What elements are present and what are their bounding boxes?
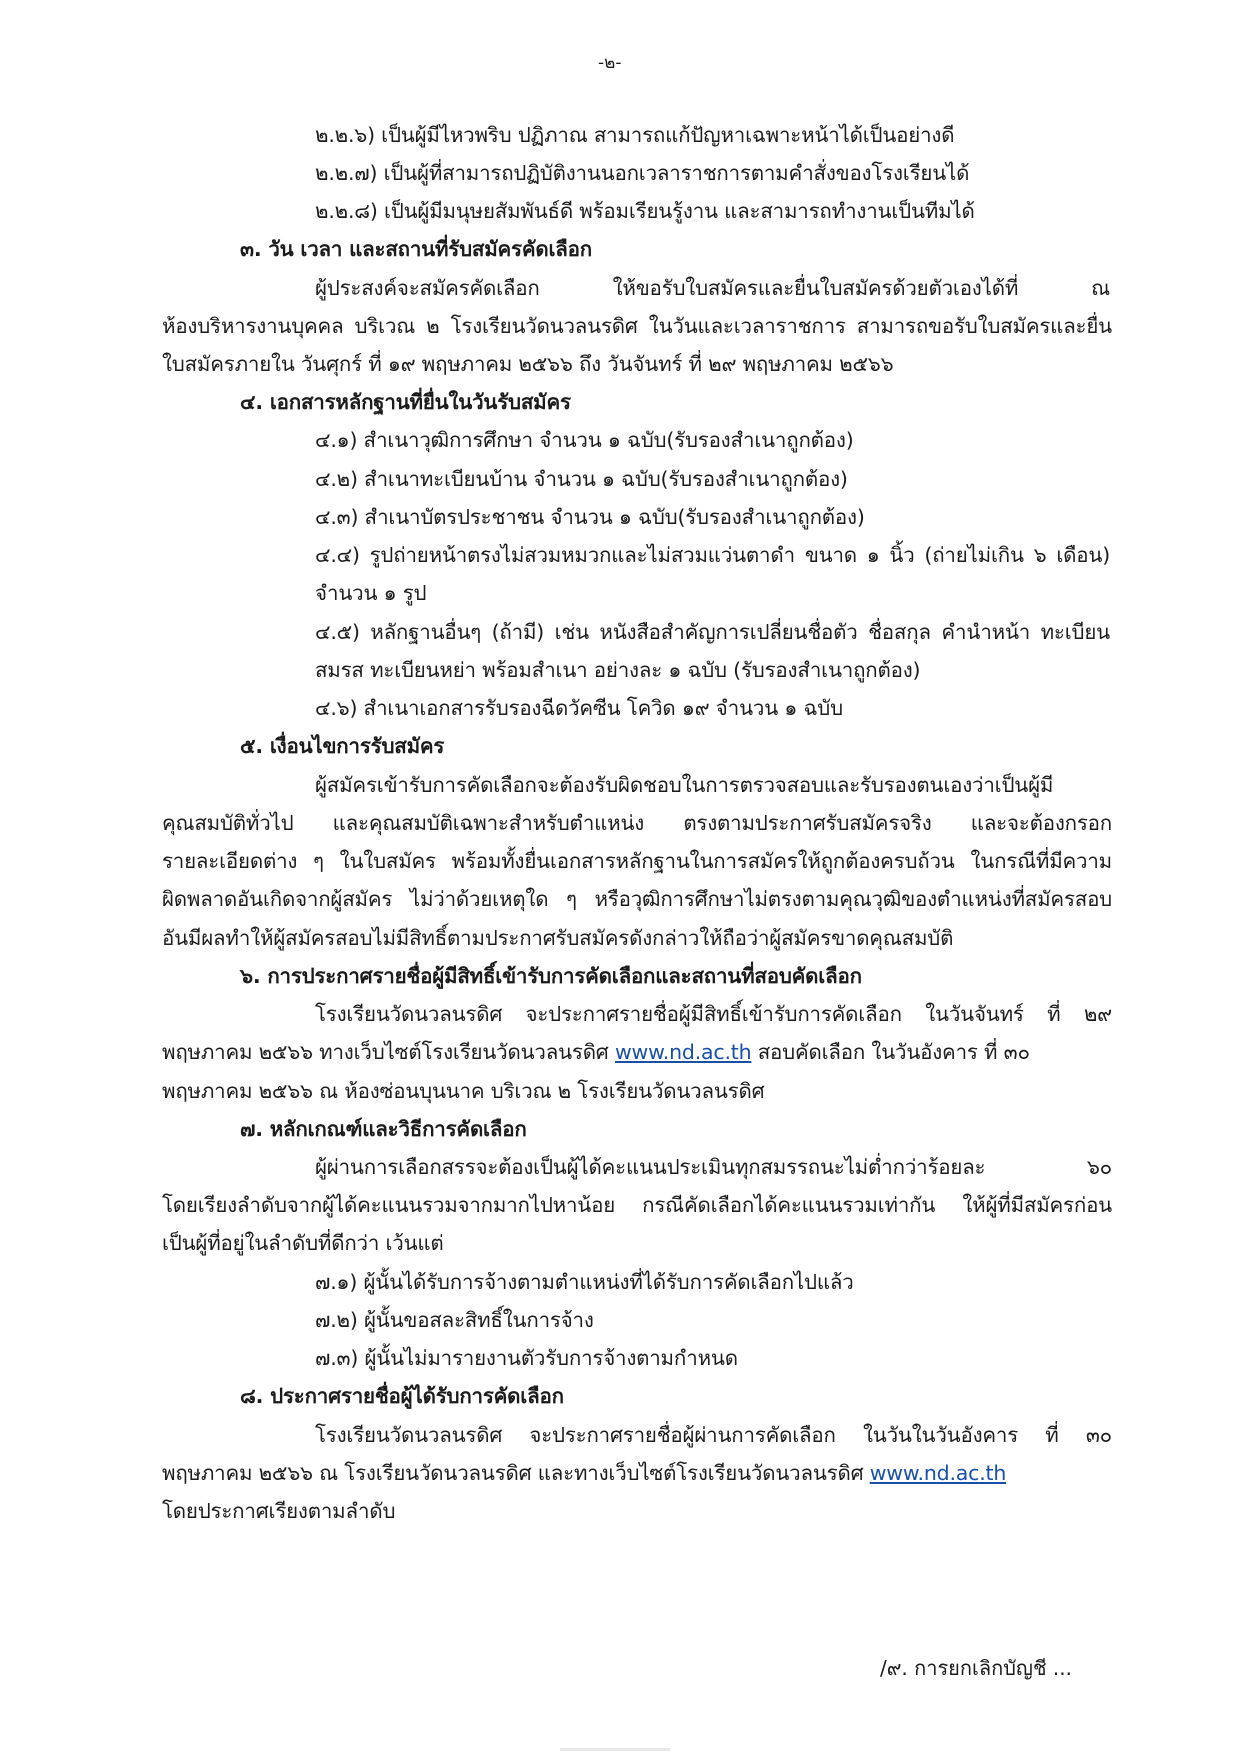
item-4-2: ๔.๒) สำเนาทะเบียนบ้าน จำนวน ๑ ฉบับ(รับรองสำเนาถูกต้อง) xyxy=(315,467,848,491)
section-5-paragraph-line: ผิดพลาดอันเกิดจากผู้สมัคร ไม่ว่าด้วยเหตุใด ๆ หรือวุฒิการศึกษาไม่ตรงตามคุณวุฒิของตำแหน่งที่สมัครสอบ xyxy=(162,887,1112,911)
section-6-paragraph-line: พฤษภาคม ๒๕๖๖ ณ ห้องซ่อนบุนนาค บริเวณ ๒ โรงเรียนวัดนวลนรดิศ xyxy=(162,1079,765,1103)
section-4-heading: ๔. เอกสารหลักฐานที่ยื่นในวันรับสมัคร xyxy=(240,390,571,414)
section-7-heading: ๗. หลักเกณฑ์และวิธีการคัดเลือก xyxy=(240,1117,527,1141)
section-6-text: พฤษภาคม ๒๕๖๖ ทางเว็บไซต์โรงเรียนวัดนวลนรดิศ xyxy=(162,1040,609,1064)
section-7-paragraph-line: เป็นผู้ที่อยู่ในลำดับที่ดีกว่า เว้นแต่ xyxy=(162,1231,444,1255)
section-5-paragraph-line: รายละเอียดต่าง ๆ ในใบสมัคร พร้อมทั้งยื่นเอกสารหลักฐานในการสมัครให้ถูกต้องครบถ้วน ในกรณีที่มีความ xyxy=(162,849,1112,873)
item-4-5: ๔.๕) หลักฐานอื่นๆ (ถ้ามี) เช่น หนังสือสำคัญการเปลี่ยนชื่อตัว ชื่อสกุล คำนำหน้า ทะเบียน xyxy=(315,620,1110,644)
item-4-6: ๔.๖) สำเนาเอกสารรับรองฉีดวัคซีน โควิด ๑๙ จำนวน ๑ ฉบับ xyxy=(315,696,843,720)
section-3-heading: ๓. วัน เวลา และสถานที่รับสมัครคัดเลือก xyxy=(240,237,592,261)
section-7-paragraph-line: ผู้ผ่านการเลือกสรรจะต้องเป็นผู้ได้คะแนนประเมินทุกสมรรถนะไม่ต่ำกว่าร้อยละ ๖๐ xyxy=(315,1155,1112,1179)
item-4-4-continued: จำนวน ๑ รูป xyxy=(315,581,427,605)
website-link[interactable]: www.nd.ac.th xyxy=(614,1040,752,1064)
section-5-heading: ๕. เงื่อนไขการรับสมัคร xyxy=(240,734,445,758)
section-5-paragraph-line: คุณสมบัติทั่วไป และคุณสมบัติเฉพาะสำหรับตำแหน่ง ตรงตามประกาศรับสมัครจริง และจะต้องกรอก xyxy=(162,811,1112,835)
item-4-1: ๔.๑) สำเนาวุฒิการศึกษา จำนวน ๑ ฉบับ(รับรองสำเนาถูกต้อง) xyxy=(315,428,854,452)
item-4-5-continued: สมรส ทะเบียนหย่า พร้อมสำเนา อย่างละ ๑ ฉบับ (รับรองสำเนาถูกต้อง) xyxy=(315,658,921,682)
section-5-paragraph-line: ผู้สมัครเข้ารับการคัดเลือกจะต้องรับผิดชอบในการตรวจสอบและรับรองตนเองว่าเป็นผู้มี xyxy=(315,773,1054,797)
section-8-paragraph-line: โดยประกาศเรียงตามลำดับ xyxy=(162,1499,396,1523)
item-2-2-8: ๒.๒.๘) เป็นผู้มีมนุษยสัมพันธ์ดี พร้อมเรียนรู้งาน และสามารถทำงานเป็นทีมได้ xyxy=(315,199,975,223)
item-7-3: ๗.๓) ผู้นั้นไม่มารายงานตัวรับการจ้างตามกำหนด xyxy=(315,1346,738,1370)
section-8-text: พฤษภาคม ๒๕๖๖ ณ โรงเรียนวัดนวลนรดิศ และทางเว็บไซต์โรงเรียนวัดนวลนรดิศ xyxy=(162,1461,864,1485)
section-3-paragraph-line: ใบสมัครภายใน วันศุกร์ ที่ ๑๙ พฤษภาคม ๒๕๖๖ ถึง วันจันทร์ ที่ ๒๙ พฤษภาคม ๒๕๖๖ xyxy=(162,352,894,376)
section-6-text: สอบคัดเลือก ในวันอังคาร ที่ ๓๐ xyxy=(757,1040,1030,1064)
item-7-1: ๗.๑) ผู้นั้นได้รับการจ้างตามตำแหน่งที่ได้รับการคัดเลือกไปแล้ว xyxy=(315,1270,854,1294)
section-7-paragraph-line: โดยเรียงลำดับจากผู้ได้คะแนนรวมจากมากไปหาน้อย กรณีคัดเลือกได้คะแนนรวมเท่ากัน ให้ผู้ที่มีสมัครก่อน xyxy=(162,1193,1112,1217)
page-number: -๒- xyxy=(598,53,622,73)
section-6-paragraph-line: โรงเรียนวัดนวลนรดิศ จะประกาศรายชื่อผู้มีสิทธิ์เข้ารับการคัดเลือก ในวันจันทร์ ที่ ๒๙ xyxy=(315,1002,1112,1026)
item-4-4: ๔.๔) รูปถ่ายหน้าตรงไม่สวมหมวกและไม่สวมแว่นตาดำ ขนาด ๑ นิ้ว (ถ่ายไม่เกิน ๖ เดือน) xyxy=(315,543,1110,567)
item-2-2-6: ๒.๒.๖) เป็นผู้มีไหวพริบ ปฏิภาณ สามารถแก้ปัญหาเฉพาะหน้าได้เป็นอย่างดี xyxy=(315,123,955,147)
item-2-2-7: ๒.๒.๗) เป็นผู้ที่สามารถปฏิบัติงานนอกเวลาราชการตามคำสั่งของโรงเรียนได้ xyxy=(315,161,970,185)
item-7-2: ๗.๒) ผู้นั้นขอสละสิทธิ์ในการจ้าง xyxy=(315,1308,594,1332)
section-3-paragraph-line: ผู้ประสงค์จะสมัครคัดเลือก ให้ขอรับใบสมัครและยื่นใบสมัครด้วยตัวเองได้ที่ ณ xyxy=(315,276,1110,300)
item-4-3: ๔.๓) สำเนาบัตรประชาชน จำนวน ๑ ฉบับ(รับรองสำเนาถูกต้อง) xyxy=(315,505,865,529)
scan-edge-mark xyxy=(560,1748,670,1751)
section-6-paragraph-line xyxy=(162,1039,1030,1065)
section-3-paragraph-line: ห้องบริหารงานบุคคล บริเวณ ๒ โรงเรียนวัดนวลนรดิศ ในวันและเวลาราชการ สามารถขอรับใบสมัครและยื่น xyxy=(162,314,1112,338)
section-8-heading: ๘. ประกาศรายชื่อผู้ได้รับการคัดเลือก xyxy=(240,1384,564,1408)
section-8-paragraph-line xyxy=(162,1460,1006,1486)
section-5-paragraph-line: อันมีผลทำให้ผู้สมัครสอบไม่มีสิทธิ์ตามประกาศรับสมัครดังกล่าวให้ถือว่าผู้สมัครขาดคุณสมบัติ xyxy=(162,926,954,950)
continuation-footer: /๙. การยกเลิกบัญชี ... xyxy=(880,1656,1072,1680)
website-link[interactable]: www.nd.ac.th xyxy=(869,1461,1007,1485)
section-6-heading: ๖. การประกาศรายชื่อผู้มีสิทธิ์เข้ารับการคัดเลือกและสถานที่สอบคัดเลือก xyxy=(240,964,862,988)
section-8-paragraph-line: โรงเรียนวัดนวลนรดิศ จะประกาศรายชื่อผู้ผ่านการคัดเลือก ในวันในวันอังคาร ที่ ๓๐ xyxy=(315,1423,1112,1447)
